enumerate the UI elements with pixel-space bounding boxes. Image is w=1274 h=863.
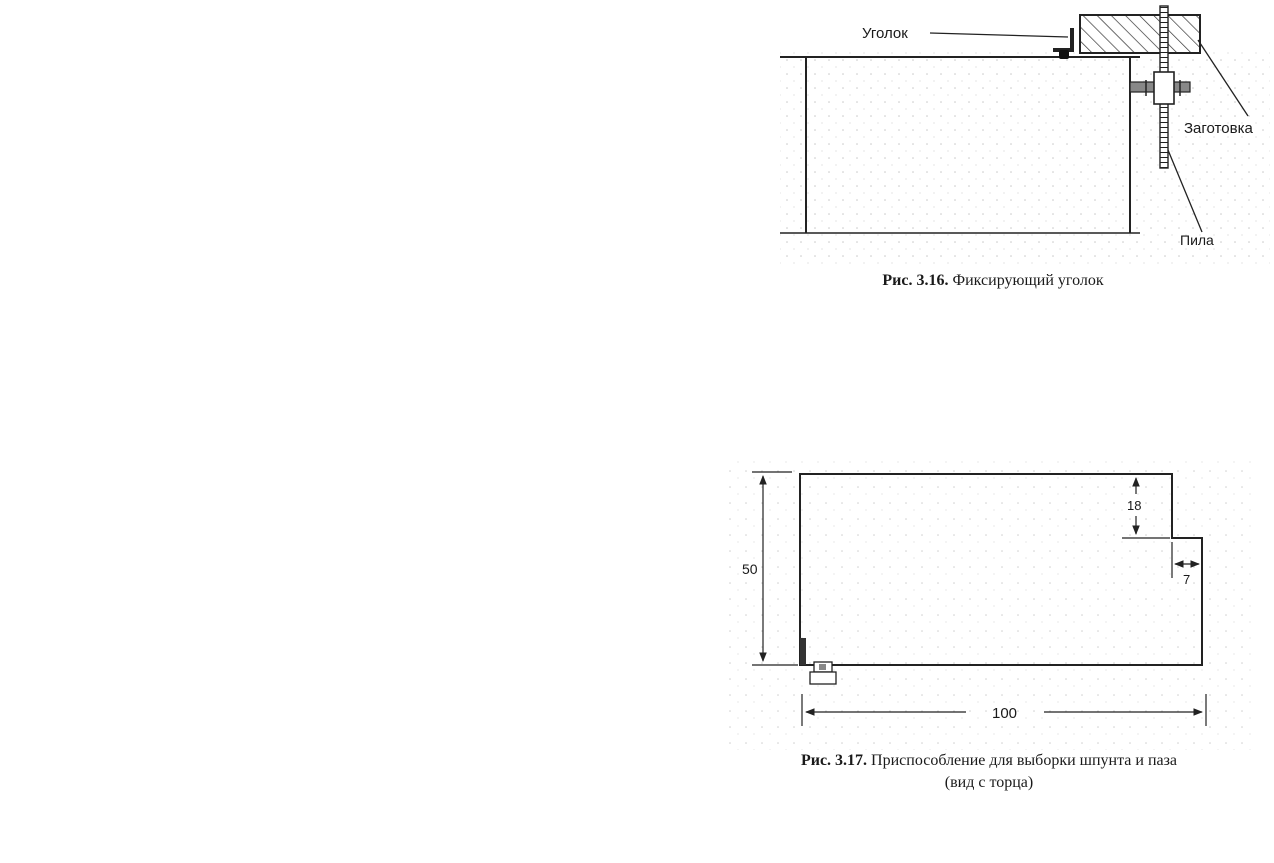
figure-3-16 (770, 0, 1274, 300)
caption-number: Рис. 3.17. (800, 752, 868, 769)
dimension-width-label: 100 (992, 705, 1018, 722)
dimension-tongue-depth-label: 18 (1127, 498, 1142, 513)
dimension-height-label: 50 (742, 561, 758, 577)
figure-3-17 (726, 450, 1266, 805)
figure-3-17-caption (726, 750, 1252, 794)
caption-number: Рис. 3.16. (882, 272, 949, 289)
caption-text: Фиксирующий уголок (952, 272, 1104, 289)
tongue-groove-jig-diagram (726, 450, 1266, 750)
caption-text: Приспособление для выборки шпунта и паза (871, 752, 1178, 769)
caption-line-1 (726, 750, 1252, 772)
caption-line-2: (вид с торца) (944, 774, 1034, 791)
dimension-tongue-width-label: 7 (1183, 572, 1191, 587)
label-corner: Уголок (862, 25, 908, 42)
background-speckle (726, 460, 1256, 750)
figure-3-16-caption (828, 272, 1158, 290)
fixing-corner-diagram (770, 0, 1274, 300)
label-workpiece: Заготовка (1184, 120, 1253, 137)
workpiece-shape (1080, 15, 1200, 53)
label-saw: Пила (1180, 232, 1214, 248)
